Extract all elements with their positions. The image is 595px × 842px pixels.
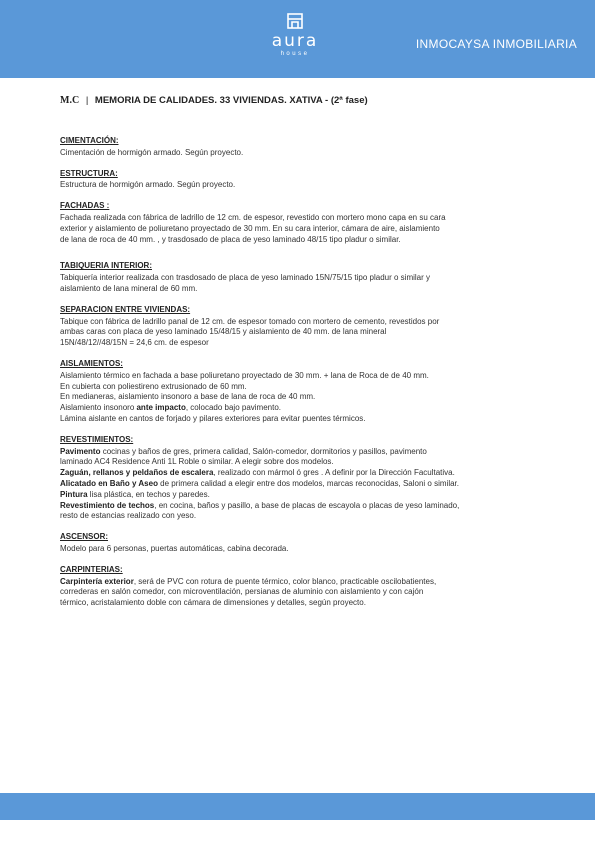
section-line (60, 382, 550, 393)
line-text: 15N/48/12//48/15N = 24,6 cm. de espesor (60, 338, 209, 348)
line-emphasis: Pintura (60, 489, 88, 499)
section-line (60, 587, 550, 598)
section-line (60, 235, 550, 246)
line-emphasis: Alicatado en Baño y Aseo (60, 478, 158, 488)
section-title: ASCENSOR: (60, 532, 109, 542)
section-line (60, 501, 550, 512)
title-separator: | (85, 95, 89, 106)
line-text: térmico, acristalamiento doble con cámara de dimensiones y detalles, según proyecto. (60, 598, 366, 608)
section-line (60, 447, 550, 458)
section-line (60, 371, 550, 382)
section-line (60, 468, 550, 479)
section-title: CIMENTACIÓN: (60, 136, 119, 145)
section-title: REVESTIMIENTOS: (60, 434, 134, 444)
section-line (60, 511, 550, 522)
section-line (60, 148, 550, 159)
line-text: resto de estancias realizado con yeso. (60, 511, 197, 521)
line-text: correderas en salón comedor, con microventilación, persianas de aluminio con aislamiento y con cajón (60, 587, 424, 597)
line-text: exterior y aislamiento de poliuretano proyectado de 30 mm. En su cara interior, cámara de aire, aislamiento (60, 223, 440, 233)
line-text: ambas caras con placa de yeso laminado 15/48/15 y aislamiento de 40 mm. de lana mineral (60, 327, 387, 337)
section-title: AISLAMIENTOS: (60, 358, 123, 368)
company-name: INMOCAYSA INMOBILIARIA (415, 37, 577, 51)
section-line (60, 490, 550, 501)
line-text: Cimentación de hormigón armado. Según proyecto. (60, 147, 244, 157)
line-text: Aislamiento insonoro (60, 403, 137, 413)
section-title: CARPINTERIAS: (60, 564, 123, 574)
line-emphasis: ante impacto (136, 403, 186, 413)
section-line (60, 392, 550, 403)
section-line (60, 180, 550, 191)
line-emphasis: Pavimento (60, 446, 101, 456)
aura-house-logo (262, 12, 328, 58)
line-text: Modelo para 6 personas, puertas automáticas, cabina decorada. (60, 543, 289, 553)
line-emphasis: Revestimiento de techos (60, 500, 155, 510)
section-line (60, 213, 550, 224)
page-footer (0, 793, 595, 820)
section-line (60, 284, 550, 295)
section-title: ESTRUCTURA: (60, 168, 118, 178)
document-code: M.C (60, 95, 80, 106)
section-line (60, 544, 550, 555)
line-emphasis: Zaguán, rellanos y peldaños de escalera (60, 468, 214, 478)
section-line (60, 479, 550, 490)
line-text: Aislamiento térmico en fachada a base poliuretano proyectado de 30 mm. + lana de Roca de de 40 mm. (60, 370, 429, 380)
line-text: de lana de roca de 40 mm. , y trasdosado de placa de yeso laminado 48/15 tipo pladur o similar. (60, 234, 401, 244)
section-title: FACHADAS : (60, 201, 110, 211)
line-text: Estructura de hormigón armado. Según proyecto. (60, 180, 236, 190)
section-line (60, 577, 550, 588)
section-line (60, 457, 550, 468)
line-text: Tabique con fábrica de ladrillo panal de 12 cm. de espesor tomado con mortero de cemento, revestidos por (60, 316, 440, 326)
document-title-row (60, 95, 368, 106)
line-text: laminado AC4 Residence Anti 1L Roble o similar. A elegir sobre dos modelos. (60, 457, 334, 467)
section-line (60, 327, 550, 338)
line-text: cocinas y baños de gres, primera calidad, Salón-comedor, dormitorios y pasillos, pavimento (100, 446, 427, 456)
section-line (60, 403, 550, 414)
section (60, 261, 550, 294)
page-header (0, 0, 595, 78)
section-line (60, 338, 550, 349)
logo-subtitle: house (280, 51, 310, 57)
section-line (60, 414, 550, 425)
section (60, 532, 550, 555)
section (60, 305, 550, 349)
section-title: TABIQUERIA INTERIOR: (60, 261, 152, 271)
line-text: Tabiquería interior realizada con trasdosado de placa de yeso laminado 15N/75/15 tipo pladur o similar y (60, 273, 430, 283)
line-text: , en cocina, baños y pasillo, a base de placas de escayola o placas de yeso laminado, (154, 500, 460, 510)
section (60, 565, 550, 609)
line-text: aislamiento de lana mineral de 60 mm. (60, 283, 198, 293)
line-text: , realizado con mármol ó gres . A definir por la Dirección Facultativa. (213, 468, 455, 478)
line-text: de primera calidad a elegir entre dos modelos, marcas reconocidas, Saloni o similar. (157, 478, 459, 488)
document-title: MEMORIA DE CALIDADES. 33 VIVIENDAS. XATIVA - (2ª fase) (94, 95, 368, 106)
section (60, 136, 550, 159)
house-icon (286, 12, 304, 30)
section (60, 435, 550, 522)
line-text: En medianeras, aislamiento insonoro a base de lana de roca de 40 mm. (60, 392, 316, 402)
section-line (60, 598, 550, 609)
line-text: Fachada realizada con fábrica de ladrillo de 12 cm. de espesor, revestido con mortero mono capa en su cara (60, 212, 446, 222)
section (60, 359, 550, 425)
section (60, 169, 550, 192)
section-line (60, 224, 550, 235)
section (60, 201, 550, 245)
line-text: , será de PVC con rotura de puente térmico, color blanco, practicable oscilobatientes, (133, 576, 437, 586)
section-title: SEPARACION ENTRE VIVIENDAS: (60, 304, 191, 314)
section-line (60, 317, 550, 328)
line-text: En cubierta con poliestireno extrusionado de 60 mm. (60, 381, 247, 391)
line-emphasis: Carpintería exterior (60, 576, 134, 586)
section-line (60, 273, 550, 284)
logo-wordmark: aura (271, 31, 319, 51)
line-text: lisa plástica, en techos y paredes. (87, 489, 210, 499)
line-text: , colocado bajo pavimento. (185, 403, 281, 413)
line-text: Lámina aislante en cantos de forjado y pilares exteriores para evitar puentes térmicos. (60, 413, 366, 423)
document-body (60, 136, 550, 619)
